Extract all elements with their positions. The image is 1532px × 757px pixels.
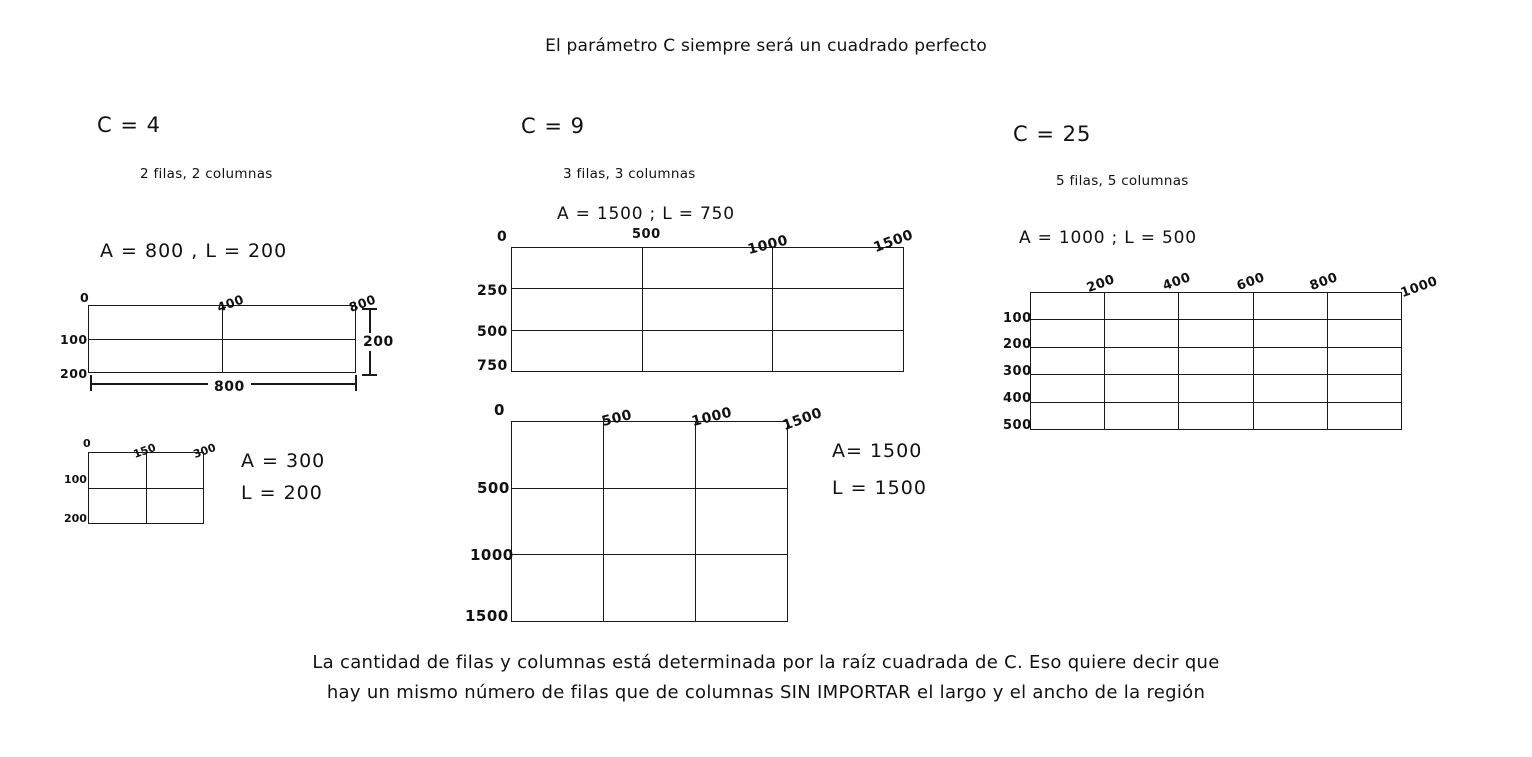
grid-cell: [512, 289, 643, 330]
annotation-c25-grid1: A = 1000 ; L = 500: [1019, 228, 1197, 248]
xtick-c9-1-0: 0: [497, 229, 508, 245]
grid-cell: [1254, 320, 1328, 347]
grid-cell: [512, 422, 604, 489]
height-bracket-cap-bottom-c4: [362, 374, 377, 376]
ytick-c4-2-1: 100: [64, 473, 87, 486]
grid-c4-1: [88, 305, 356, 373]
xtick-c9-2-1: 500: [600, 407, 634, 430]
grid-cell: [512, 331, 643, 372]
xtick-c4-2-1: 150: [131, 440, 158, 461]
case-title-c4: C = 4: [97, 113, 161, 137]
grid-cell: [643, 289, 774, 330]
grid-cell: [89, 340, 223, 374]
grid-cell: [89, 306, 223, 340]
xtick-c25-1-4: 1000: [1398, 273, 1440, 301]
grid-c4-2: [88, 452, 204, 524]
grid-cell: [1105, 320, 1179, 347]
grid-cell: [512, 248, 643, 289]
grid-cell: [89, 489, 147, 525]
grid-cell: [1328, 320, 1402, 347]
grid-cell: [773, 289, 904, 330]
xtick-c9-1-1: 500: [632, 227, 661, 242]
ytick-c9-1-3: 750: [477, 358, 508, 374]
grid-cell: [1254, 293, 1328, 320]
height-label-c4: 200: [363, 334, 394, 350]
grid-cell: [1031, 375, 1105, 402]
footer-line-2: hay un mismo número de filas que de columnas SIN IMPORTAR el largo y el ancho de la región: [326, 682, 1206, 703]
ytick-c4-1-1: 100: [60, 332, 88, 347]
grid-cell: [223, 340, 357, 374]
grid-cell: [1031, 320, 1105, 347]
height-bracket-cap-top-c4: [362, 308, 377, 310]
xtick-c9-2-3: 1500: [780, 404, 825, 434]
xtick-c25-1-2: 600: [1234, 270, 1267, 294]
grid-cell: [773, 248, 904, 289]
annotation-c9-grid1: A = 1500 ; L = 750: [557, 204, 735, 224]
grid-cell: [1105, 348, 1179, 375]
grid-cell: [696, 489, 788, 556]
page-title: El parámetro C siempre será un cuadrado perfecto: [545, 36, 987, 56]
grid-cell: [1031, 293, 1105, 320]
ytick-c9-2-3: 1500: [465, 607, 509, 625]
grid-c9-2: [511, 421, 788, 622]
case-title-c9: C = 9: [521, 114, 585, 138]
grid-cell: [1179, 375, 1253, 402]
width-label-c4: 800: [208, 379, 251, 395]
ytick-c25-1-0: 100: [1003, 311, 1032, 326]
case-subtitle-c4: 2 filas, 2 columnas: [140, 166, 273, 182]
xtick-c9-1-3: 1500: [871, 226, 916, 256]
grid-cell: [604, 489, 696, 556]
grid-cell: [1254, 375, 1328, 402]
ytick-c25-1-1: 200: [1003, 337, 1032, 352]
xtick-c4-1-1: 400: [214, 291, 246, 315]
annotation-a-c9-grid2: A= 1500: [832, 440, 923, 462]
grid-cell: [1328, 403, 1402, 430]
ytick-c9-2-2: 1000: [470, 546, 514, 564]
ytick-c25-1-3: 400: [1003, 391, 1032, 406]
grid-cell: [1254, 403, 1328, 430]
grid-cell: [1179, 403, 1253, 430]
xtick-c25-1-1: 400: [1160, 270, 1193, 294]
ytick-c25-1-2: 300: [1003, 364, 1032, 379]
grid-cell: [512, 489, 604, 556]
annotation-l-c4-grid2: L = 200: [241, 482, 323, 504]
ytick-c9-1-2: 500: [477, 324, 508, 340]
grid-cell: [643, 331, 774, 372]
xtick-c9-1-2: 1000: [746, 232, 790, 258]
ytick-c9-1-1: 250: [477, 283, 508, 299]
grid-c9-1: [511, 247, 904, 372]
grid-cell: [1105, 375, 1179, 402]
grid-cell: [223, 306, 357, 340]
ytick-c25-1-4: 500: [1003, 418, 1032, 433]
xtick-c4-1-2: 800: [346, 291, 378, 315]
grid-cell: [1254, 348, 1328, 375]
xtick-c9-2-2: 1000: [690, 404, 734, 430]
grid-c25-1: [1030, 292, 1402, 430]
xtick-c4-2-2: 300: [191, 440, 218, 461]
grid-cell: [1031, 403, 1105, 430]
grid-cell: [1179, 293, 1253, 320]
grid-cell: [1031, 348, 1105, 375]
ytick-c4-2-2: 200: [64, 512, 87, 525]
grid-cell: [1105, 403, 1179, 430]
footer-line-1: La cantidad de filas y columnas está determinada por la raíz cuadrada de C. Eso quiere decir que: [312, 652, 1220, 673]
annotation-a-c4-grid2: A = 300: [241, 450, 326, 472]
case-subtitle-c9: 3 filas, 3 columnas: [563, 166, 696, 182]
annotation-c4-grid1: A = 800 , L = 200: [100, 240, 288, 262]
grid-cell: [512, 555, 604, 622]
case-subtitle-c25: 5 filas, 5 columnas: [1056, 173, 1189, 189]
width-bracket-cap-left-c4: [90, 375, 92, 391]
grid-cell: [696, 555, 788, 622]
grid-cell: [604, 422, 696, 489]
grid-cell: [1328, 348, 1402, 375]
grid-cell: [773, 331, 904, 372]
grid-cell: [1328, 293, 1402, 320]
ytick-c9-2-1: 500: [477, 479, 510, 497]
xtick-c4-1-0: 0: [80, 290, 90, 305]
xtick-c4-2-0: 0: [83, 437, 91, 450]
grid-cell: [1105, 293, 1179, 320]
ytick-c4-1-2: 200: [60, 366, 88, 381]
xtick-c25-1-0: 200: [1084, 272, 1117, 296]
xtick-c25-1-3: 800: [1307, 270, 1340, 294]
annotation-l-c9-grid2: L = 1500: [832, 477, 927, 499]
xtick-c9-2-0: 0: [494, 401, 505, 419]
grid-cell: [1179, 320, 1253, 347]
grid-cell: [1179, 348, 1253, 375]
grid-cell: [604, 555, 696, 622]
width-bracket-cap-right-c4: [355, 375, 357, 391]
case-title-c25: C = 25: [1013, 122, 1092, 146]
grid-cell: [1328, 375, 1402, 402]
grid-cell: [147, 489, 205, 525]
grid-cell: [696, 422, 788, 489]
